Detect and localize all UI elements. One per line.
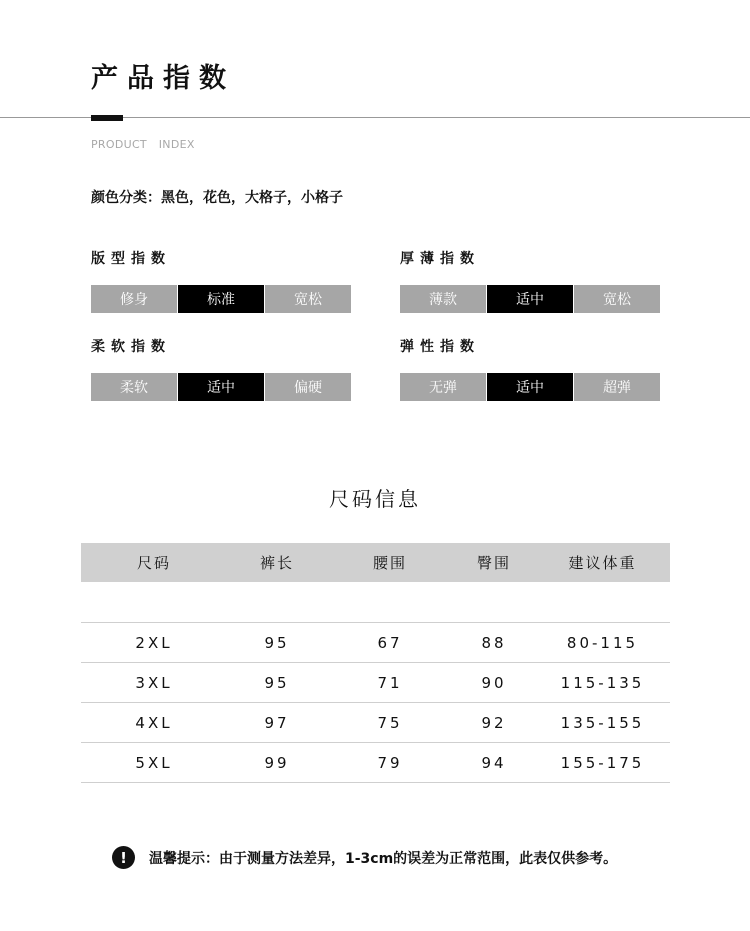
index-option[interactable]: 超弹 [574, 373, 660, 401]
table-cell: 135-155 [560, 713, 645, 732]
index-option[interactable]: 宽松 [265, 285, 351, 313]
index-label: 弹性指数 [400, 339, 480, 355]
softness-index [91, 336, 353, 401]
table-cell: 115-135 [560, 673, 645, 692]
table-spacer-row [81, 582, 670, 623]
table-row [81, 663, 670, 703]
table-cell: 90 [481, 673, 507, 692]
index-option[interactable]: 修身 [91, 285, 177, 313]
table-cell: 80-115 [566, 633, 639, 652]
index-option[interactable]: 柔软 [91, 373, 177, 401]
table-cell: 5XL [135, 753, 173, 772]
table-cell: 2XL [135, 633, 173, 652]
table-cell: 75 [377, 713, 403, 732]
table-row [81, 703, 670, 743]
size-table [81, 543, 670, 783]
index-options [400, 373, 662, 401]
table-header [81, 543, 670, 582]
table-cell: 71 [377, 673, 403, 692]
elasticity-index [400, 336, 662, 401]
table-cell: 79 [377, 753, 403, 772]
index-options [91, 285, 353, 313]
index-option-selected[interactable]: 标准 [178, 285, 264, 313]
index-label: 版型指数 [91, 251, 171, 267]
index-option[interactable]: 薄款 [400, 285, 486, 313]
table-row [81, 623, 670, 663]
table-cell: 99 [264, 753, 290, 772]
page-subtitle: PRODUCT INDEX [91, 138, 195, 151]
index-label: 柔软指数 [91, 339, 171, 355]
index-option[interactable]: 无弹 [400, 373, 486, 401]
color-categories: 颜色分类：黑色，花色，大格子，小格子 [91, 190, 343, 206]
index-option-selected[interactable]: 适中 [487, 285, 573, 313]
title-accent-bar [91, 115, 123, 121]
column-header: 臀围 [476, 554, 511, 572]
table-cell: 3XL [135, 673, 173, 692]
column-header: 尺码 [136, 554, 171, 572]
column-header: 建议体重 [568, 554, 637, 572]
index-option-selected[interactable]: 适中 [178, 373, 264, 401]
table-row [81, 743, 670, 783]
table-cell: 88 [481, 633, 507, 652]
size-section-title: 尺码信息 [329, 487, 421, 511]
table-cell: 155-175 [560, 753, 645, 772]
table-cell: 97 [264, 713, 290, 732]
index-options [91, 373, 353, 401]
page-title: 产品指数 [91, 63, 235, 94]
table-cell: 95 [264, 673, 290, 692]
thickness-index [400, 248, 662, 313]
index-option-selected[interactable]: 适中 [487, 373, 573, 401]
table-cell: 94 [481, 753, 507, 772]
index-label: 厚薄指数 [400, 251, 480, 267]
table-cell: 67 [377, 633, 403, 652]
exclamation-icon: ! [112, 846, 135, 869]
index-option[interactable]: 偏硬 [265, 373, 351, 401]
notice-text: 温馨提示：由于测量方法差异，1-3cm的误差为正常范围，此表仅供参考。 [149, 850, 618, 867]
index-option[interactable]: 宽松 [574, 285, 660, 313]
table-cell: 95 [264, 633, 290, 652]
column-header: 裤长 [259, 554, 294, 572]
table-cell: 92 [481, 713, 507, 732]
notice [112, 846, 617, 869]
fit-index [91, 248, 353, 313]
index-options [400, 285, 662, 313]
column-header: 腰围 [372, 554, 407, 572]
table-cell: 4XL [135, 713, 173, 732]
